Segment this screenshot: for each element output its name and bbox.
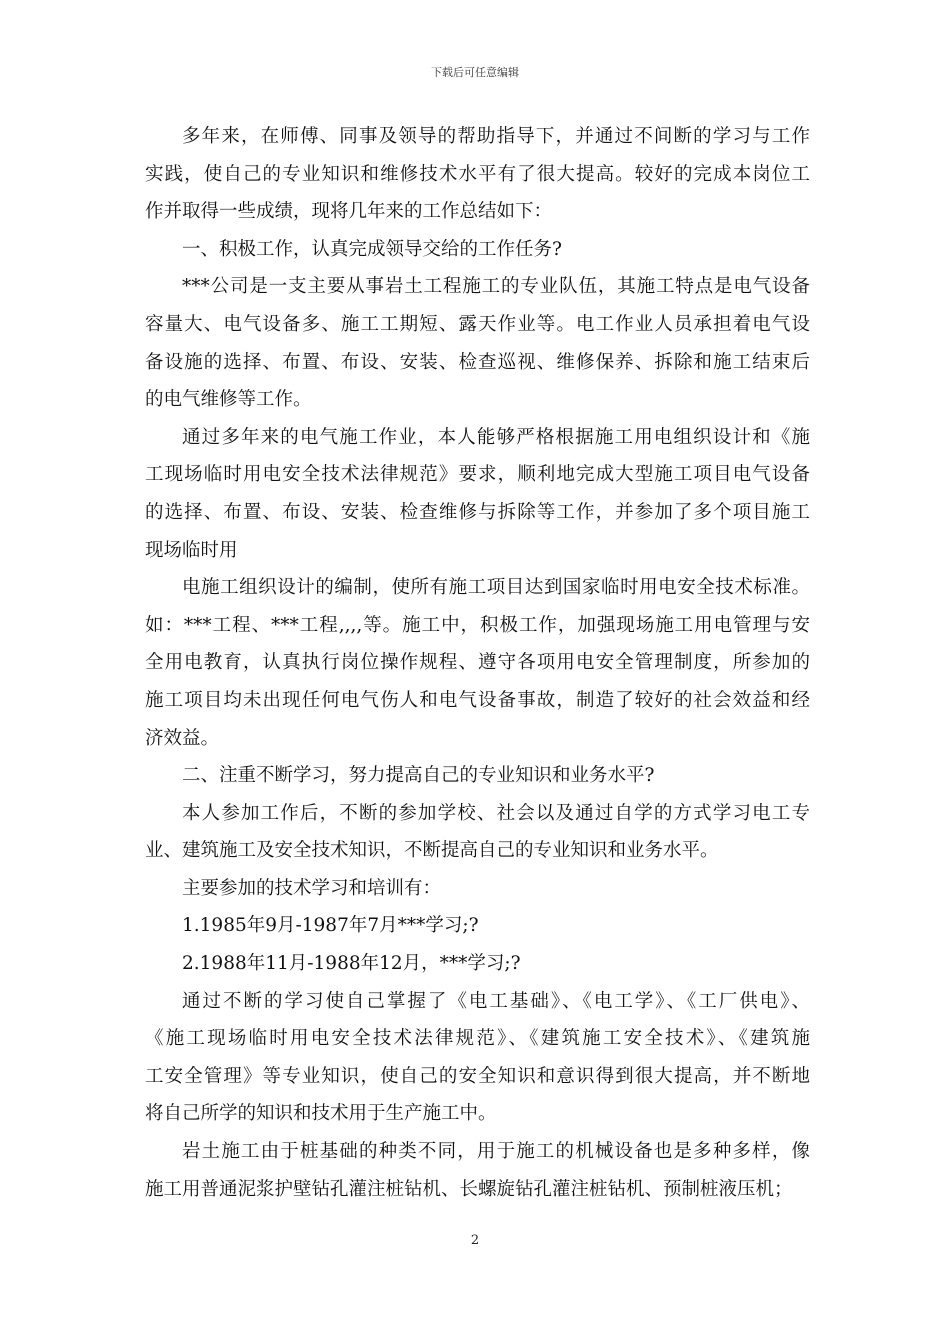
paragraph-1-line-2: 实践，使自己的专业知识和维修技术水平有了很大提高。较好的完成本岗位工 [145,163,810,185]
paragraph-8-line-1: 主要参加的技术学习和培训有： [182,877,442,899]
page-header: 下载后可任意编辑 [431,66,519,79]
paragraph-5-line-3: 全用电教育，认真执行岗位操作规程、遵守各项用电安全管理制度，所参加的 [145,652,810,674]
paragraph-10-line-1: 2.1988年11月-1988年12月，***学习;? [182,953,521,975]
paragraph-4-line-3: 的选择、布置、布设、安装、检查维修与拆除等工作，并参加了多个项目施工 [145,501,810,523]
paragraph-11-line-4: 将自己所学的知识和技术用于生产施工中。 [145,1103,497,1125]
paragraph-5-line-4: 施工项目均未出现任何电气伤人和电气设备事故，制造了较好的社会效益和经 [145,689,810,711]
paragraph-3-line-1: ***公司是一支主要从事岩土工程施工的专业队伍，其施工特点是电气设备 [182,276,810,298]
paragraph-1-line-1: 多年来，在师傅、同事及领导的帮助指导下，并通过不间断的学习与工作 [182,126,810,147]
paragraph-11-line-3: 工安全管理》等专业知识，使自己的安全知识和意识得到很大提高，并不断地 [145,1065,810,1087]
paragraph-7-line-2: 业、建筑施工及安全技术知识，不断提高自己的专业知识和业务水平。 [145,840,719,862]
paragraph-4-line-1: 通过多年来的电气施工作业，本人能够严格根据施工用电组织设计和《施 [182,426,810,448]
paragraph-12-line-2: 施工用普通泥浆护壁钻孔灌注桩钻机、长螺旋钻孔灌注桩钻机、预制桩液压机； [145,1178,793,1200]
paragraph-3-line-3: 备设施的选择、布置、布设、安装、检查巡视、维修保养、拆除和施工结束后 [145,351,810,373]
paragraph-4-line-4: 现场临时用 [145,539,238,561]
paragraph-3-line-4: 的电气维修等工作。 [145,389,312,411]
paragraph-5-line-2: 如：***工程、***工程,,,,等。施工中，积极工作，加强现场施工用电管理与安 [145,614,810,636]
paragraph-9-line-1: 1.1985年9月-1987年7月***学习;? [182,915,479,937]
paragraph-1-line-3: 作并取得一些成绩，现将几年来的工作总结如下： [145,201,553,223]
paragraph-3-line-2: 容量大、电气设备多、施工工期短、露天作业等。电工作业人员承担着电气设 [145,313,810,335]
paragraph-6-line-1: 二、注重不断学习，努力提高自己的专业知识和业务水平? [182,765,655,787]
paragraph-11-line-1: 通过不断的学习使自己掌握了《电工基础》、《电工学》、《工厂供电》、 [182,990,810,1012]
paragraph-2-line-1: 一、积极工作，认真完成领导交给的工作任务? [182,238,562,260]
page-number: 2 [470,1233,480,1248]
paragraph-5-line-1: 电施工组织设计的编制，使所有施工项目达到国家临时用电安全技术标准。 [182,577,810,599]
paragraph-4-line-2: 工现场临时用电安全技术法律规范》要求，顺利地完成大型施工项目电气设备 [145,464,810,486]
paragraph-7-line-1: 本人参加工作后，不断的参加学校、社会以及通过自学的方式学习电工专 [182,802,810,824]
paragraph-11-line-2: 《施工现场临时用电安全技术法律规范》、《建筑施工安全技术》、《建筑施 [145,1028,810,1050]
paragraph-12-line-1: 岩土施工由于桩基础的种类不同，用于施工的机械设备也是多种多样，像 [182,1141,810,1163]
paragraph-5-line-5: 济效益。 [145,727,220,749]
document-body [145,118,810,1208]
